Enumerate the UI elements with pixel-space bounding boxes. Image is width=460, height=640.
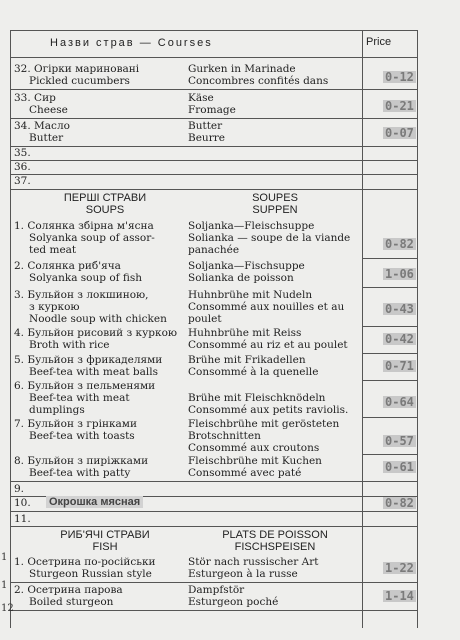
- item-36-number: 36.: [14, 161, 31, 173]
- soup-7-de: Fleischbrühe mit gerösteten: [188, 418, 340, 430]
- soup-6-en: Beef-tea with meat: [29, 392, 130, 404]
- item-34-de: Butter: [188, 120, 223, 132]
- courses-header: Назви страв — Courses: [50, 37, 213, 49]
- margin-number: 12: [1, 603, 14, 614]
- soup-6-price: 0-64: [385, 395, 414, 409]
- item-9-number: 9.: [14, 483, 25, 495]
- item-32-en: Pickled cucumbers: [29, 75, 130, 87]
- right-border: [417, 30, 418, 628]
- soup-3-price: 0-43: [385, 302, 414, 316]
- soup-1-fr-cont: panachée: [188, 244, 240, 256]
- soup-7-de-cont: Brotschnitten: [188, 430, 261, 442]
- row-divider: [10, 582, 418, 583]
- soup-8-de: Fleischbrühe mit Kuchen: [188, 455, 322, 467]
- item-11-number: 11.: [14, 513, 31, 525]
- soup-5-de: Brühe mit Frikadellen: [188, 354, 306, 366]
- soup-5-uk: 5. Бульйон з фрикаделями: [14, 354, 163, 366]
- soup-7-en: Beef-tea with toasts: [29, 430, 135, 442]
- soup-5-price: 0-71: [385, 359, 414, 373]
- section-divider: [10, 189, 418, 190]
- fish-heading-uk: РИБ'ЯЧІ СТРАВИ: [60, 529, 150, 541]
- soup-3-uk-cont: з куркою: [29, 301, 80, 313]
- soup-8-en: Beef-tea with patty: [29, 467, 131, 479]
- row-divider: [10, 89, 418, 90]
- top-border: [10, 30, 418, 31]
- fish-heading-de: FISCHSPEISEN: [234, 541, 316, 553]
- soup-5-fr: Consommé à la quenelle: [188, 366, 319, 378]
- item-32-price: 0-12: [385, 70, 414, 84]
- row-divider: [10, 146, 418, 147]
- price-divider: [363, 353, 418, 354]
- row-divider: [10, 481, 418, 482]
- soup-3-en: Noodle soup with chicken: [29, 313, 167, 325]
- item-33-de: Käse: [188, 92, 214, 104]
- item-33-en: Cheese: [29, 104, 68, 116]
- item-33-price: 0-21: [385, 99, 414, 113]
- margin-number: 1: [1, 552, 8, 563]
- item-32-de: Gurken in Marinade: [188, 63, 296, 75]
- soup-2-uk: 2. Солянка риб'яча: [14, 260, 121, 272]
- soup-1-en: Solyanka soup of assor-: [29, 232, 155, 244]
- price-column-divider: [362, 30, 363, 628]
- soup-1-fr: Solianka — soupe de la viande: [188, 232, 351, 244]
- soup-8-uk: 8. Бульйон з пиріжками: [14, 455, 149, 467]
- soup-5-en: Beef-tea with meat balls: [29, 366, 158, 378]
- soup-4-fr: Consommé au riz et au poulet: [188, 339, 348, 351]
- row-divider: [10, 174, 418, 175]
- soups-heading-de: SUPPEN: [252, 204, 298, 216]
- soup-6-de: Brühe mit Fleischknödeln: [188, 392, 326, 404]
- soup-6-fr: Consommé aux petits raviolis.: [188, 404, 349, 416]
- fish-1-price: 1-22: [385, 561, 414, 575]
- menu-page: [10, 30, 418, 628]
- price-divider: [363, 417, 418, 418]
- row-divider: [10, 511, 418, 512]
- price-header: Price: [366, 36, 392, 48]
- item-33-fr: Fromage: [188, 104, 236, 116]
- soup-3-fr: Consommé aux nouilles et au: [188, 301, 345, 313]
- soup-7-uk: 7. Бульйон з грінками: [14, 418, 137, 430]
- fish-1-de: Stör nach russischer Art: [188, 556, 319, 568]
- price-divider: [363, 380, 418, 381]
- fish-2-fr: Esturgeon poché: [188, 596, 279, 608]
- soup-4-uk: 4. Бульйон рисовий з куркою: [14, 327, 178, 339]
- soup-1-uk: 1. Солянка збірна м'ясна: [14, 220, 154, 232]
- soup-2-de: Soljanka—Fischsuppe: [188, 260, 305, 272]
- item-10-number: 10.: [14, 497, 31, 509]
- row-divider: [10, 160, 418, 161]
- price-divider: [363, 258, 418, 259]
- item-34-uk: 34. Масло: [14, 120, 70, 132]
- header-divider: [10, 57, 418, 58]
- fish-2-uk: 2. Осетрина парова: [14, 584, 123, 596]
- item-37-number: 37.: [14, 175, 31, 187]
- row-divider: [10, 118, 418, 119]
- soup-2-en: Solyanka soup of fish: [29, 272, 143, 284]
- soups-heading-uk: ПЕРШІ СТРАВИ: [63, 192, 147, 204]
- soup-4-price: 0-42: [385, 332, 414, 346]
- soup-7-fr: Consommé aux croutons: [188, 442, 320, 454]
- soup-6-uk: 6. Бульйон з пельменями: [14, 380, 156, 392]
- fish-2-de: Dampfstör: [188, 584, 245, 596]
- soup-4-de: Huhnbrühe mit Reiss: [188, 327, 302, 339]
- margin-number: 1: [1, 580, 8, 591]
- item-32-uk: 32. Огірки мариновані: [14, 63, 140, 75]
- left-border: [10, 30, 11, 628]
- item-34-en: Butter: [29, 132, 64, 144]
- soup-2-price: 1-06: [385, 267, 414, 281]
- soup-1-price: 0-82: [385, 237, 414, 251]
- fish-1-en: Sturgeon Russian style: [29, 568, 152, 580]
- fish-heading-en: FISH: [92, 541, 118, 553]
- item-10-stamp: Окрошка мясная: [46, 496, 143, 508]
- soup-6-en-cont: dumplings: [29, 404, 85, 416]
- price-divider: [363, 454, 418, 455]
- soup-2-fr: Solianka de poisson: [188, 272, 294, 284]
- price-divider: [363, 287, 418, 288]
- soups-heading-fr: SOUPES: [252, 192, 298, 204]
- fish-1-fr: Esturgeon à la russe: [188, 568, 298, 580]
- item-34-price: 0-07: [385, 126, 414, 140]
- soup-3-uk: 3. Бульйон з локшиною,: [14, 289, 149, 301]
- item-10-price: 0-82: [385, 496, 414, 510]
- soup-7-price: 0-57: [385, 434, 414, 448]
- soup-3-de: Huhnbrühe mit Nudeln: [188, 289, 313, 301]
- item-35-number: 35.: [14, 147, 31, 159]
- soup-4-en: Broth with rice: [29, 339, 110, 351]
- fish-1-uk: 1. Осетрина по-російськи: [14, 556, 156, 568]
- section-divider: [10, 526, 418, 527]
- soup-8-price: 0-61: [385, 460, 414, 474]
- soup-1-de: Soljanka—Fleischsuppe: [188, 220, 315, 232]
- bottom-row-divider: [10, 610, 418, 611]
- price-divider: [363, 326, 418, 327]
- fish-2-price: 1-14: [385, 589, 414, 603]
- item-33-uk: 33. Сир: [14, 92, 56, 104]
- item-34-fr: Beurre: [188, 132, 225, 144]
- soup-1-en-cont: ted meat: [29, 244, 77, 256]
- soup-8-fr: Consommé avec paté: [188, 467, 302, 479]
- fish-2-en: Boiled sturgeon: [29, 596, 114, 608]
- soups-heading-en: SOUPS: [85, 204, 125, 216]
- item-32-fr: Concombres confités dans: [188, 75, 329, 87]
- soup-3-fr-cont: poulet: [188, 313, 222, 325]
- fish-heading-fr: PLATS DE POISSON: [222, 529, 328, 541]
